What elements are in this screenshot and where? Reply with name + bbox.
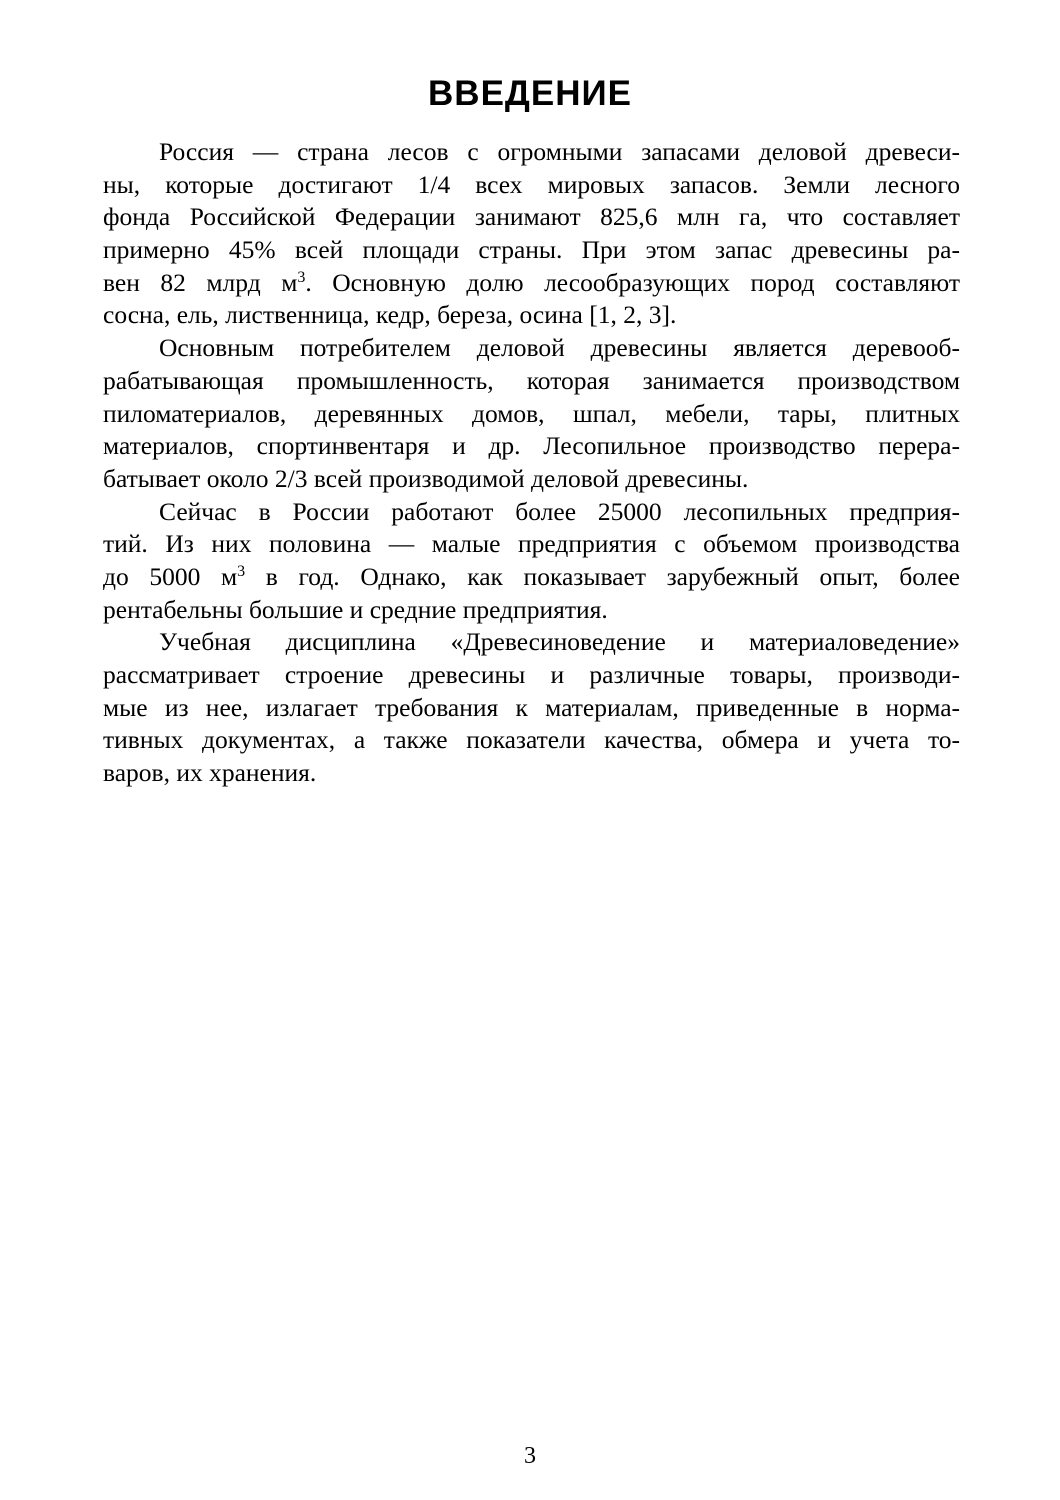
paragraph-2-line-2: рабатывающая промышленность, которая занимается производством bbox=[103, 365, 960, 395]
paragraph-3-line-4: рентабельны большие и средние предприятия. bbox=[103, 594, 608, 624]
paragraph-4-line-2: рассматривает строение древесины и различные товары, производи- bbox=[103, 660, 960, 689]
superscript: 3 bbox=[237, 562, 246, 580]
paragraph-1-line-1: Россия — страна лесов с огромными запасами деловой древеси- bbox=[159, 137, 960, 166]
paragraph-1-line-3: фонда Российской Федерации занимают 825,6 млн га, что составляет bbox=[103, 202, 960, 232]
paragraph-2-line-3: пиломатериалов, деревянных домов, шпал, мебели, тары, плитных bbox=[103, 398, 960, 428]
superscript: 3 bbox=[297, 268, 306, 286]
paragraph-1-line-5 bbox=[103, 267, 960, 300]
page-title: ВВЕДЕНИЕ bbox=[428, 74, 632, 113]
paragraph-4-line-4: тивных документах, а также показатели качества, обмера и учета то- bbox=[103, 725, 960, 755]
paragraph-4-line-3: мые из нее, излагает требования к материалам, приведенные в норма- bbox=[103, 692, 960, 722]
paragraph-4-line-5: варов, их хранения. bbox=[103, 758, 317, 788]
line-text: . Основную долю лесообразующих пород составляют bbox=[305, 267, 961, 297]
paragraph-2-line-5: батывает около 2/3 всей производимой деловой древесины. bbox=[103, 463, 749, 493]
paragraph-4-line-1: Учебная дисциплина «Древесиноведение и материаловедение» bbox=[159, 627, 960, 657]
paragraph-1-line-2: ны, которые достигают 1/4 всех мировых запасов. Земли лесного bbox=[103, 169, 960, 199]
paragraph-3-line-3 bbox=[103, 561, 960, 594]
body-text bbox=[103, 136, 960, 790]
paragraph-1-line-6: сосна, ель, лиственница, кедр, береза, осина [1, 2, 3]. bbox=[103, 300, 677, 330]
paragraph-3-line-1: Сейчас в России работают более 25000 лесопильных предприя- bbox=[159, 496, 960, 526]
line-text: вен 82 млрд м bbox=[103, 267, 298, 297]
paragraph-1-line-4: примерно 45% всей площади страны. При этом запас древесины ра- bbox=[103, 235, 960, 265]
page-number: 3 bbox=[524, 1443, 536, 1469]
paragraph-2-line-4: материалов, спортинвентаря и др. Лесопильное производство перера- bbox=[103, 431, 960, 461]
line-text: до 5000 м bbox=[103, 561, 238, 591]
line-text: в год. Однако, как показывает зарубежный опыт, более bbox=[245, 561, 960, 591]
paragraph-2-line-1: Основным потребителем деловой древесины является деревооб- bbox=[159, 333, 960, 363]
paragraph-3-line-2: тий. Из них половина — малые предприятия с объемом производства bbox=[103, 529, 960, 559]
